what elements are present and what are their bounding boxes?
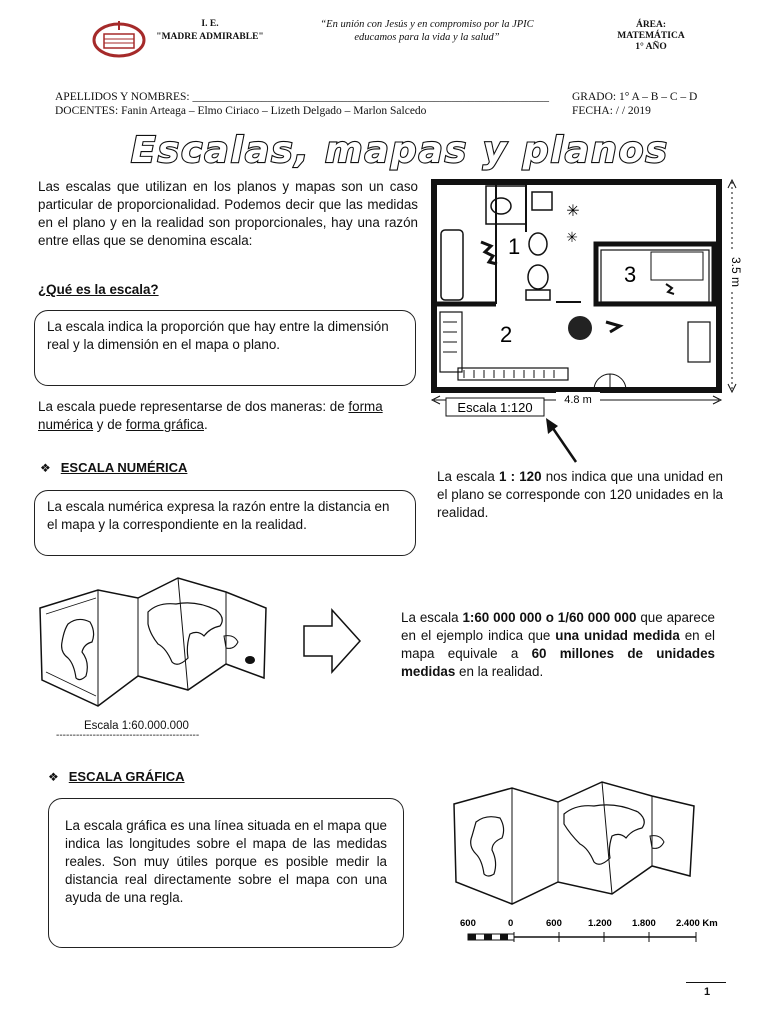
title-text: Escalas, mapas y planos	[131, 130, 669, 171]
graphic-heading: ESCALA GRÁFICA	[68, 769, 185, 784]
diamond-bullet-icon: ❖	[40, 460, 51, 475]
map-explanation-text-3: en el mapa equivale a	[401, 628, 716, 661]
height-dimension-label: 3.5 m	[729, 256, 743, 288]
definition-box	[34, 310, 416, 386]
floor-plan	[426, 172, 756, 417]
date-line: FECHA: / / 2019	[572, 105, 651, 117]
numeric-heading: ESCALA NUMÉRICA	[60, 460, 188, 475]
map-explanation-bold-3: 60 millones de unidades medidas	[401, 646, 715, 679]
scale-tick-label: 1.800	[632, 918, 656, 929]
svg-text:✳: ✳	[566, 230, 578, 246]
ways-middle: y de	[93, 417, 126, 432]
ways-suffix: .	[203, 417, 208, 432]
school-name-block	[150, 18, 270, 44]
footer-rule	[686, 982, 726, 983]
graphic-definition: La escala gráfica es una línea situada en el mapa que indica las longitudes sobre el mapa de las medidas reales. Son muy útiles porque es posible medir la distancia real directamente sobre el mapa con una ayuda de una regla.	[65, 818, 387, 905]
scale-tick-label: 1.200	[588, 918, 612, 929]
room-number-1: 1	[508, 234, 521, 259]
numeric-definition: La escala numérica expresa la razón entre la distancia en el mapa y la correspondiente en la realidad.	[47, 499, 390, 532]
school-logo	[90, 18, 148, 60]
area-block	[596, 20, 706, 53]
teachers-line: DOCENTES: Fanin Arteaga – Elmo Ciriaco – Lizeth Delgado – Marlon Salcedo	[55, 105, 427, 117]
page-title	[130, 124, 670, 174]
folded-world-map-2	[452, 776, 698, 912]
intro-paragraph: Las escalas que utilizan en los planos y mapas son un caso particular de proporcionalidad. Podemos decir que las medidas en el plano y en la realidad son proporcionales, hay una razón entre ellas que se denomina escala:	[38, 179, 418, 248]
definition-text: La escala indica la proporción que hay entre la dimensión real y la dimensión en el mapa o plano.	[47, 319, 389, 352]
plan-explanation-text-2: nos indica que una unidad en el plano se corresponde con 120 unidades en la realidad.	[437, 469, 723, 520]
grade-year: 1° AÑO	[635, 42, 667, 52]
map-explanation	[401, 609, 715, 681]
scale-tick-label: 600	[546, 918, 562, 929]
room-number-3: 3	[624, 262, 637, 287]
right-arrow-icon	[302, 608, 362, 674]
ways-paragraph	[38, 398, 418, 434]
pointer-arrow-icon	[540, 416, 590, 466]
map1-dashed-line: -------------------------------------------	[56, 730, 200, 741]
motto-line-2: educamos para la vida y la salud”	[354, 32, 500, 43]
width-dimension-label: 4.8 m	[564, 394, 592, 406]
motto-line-1: “En unión con Jesús y en compromiso por la JPIC	[320, 19, 534, 30]
scale-tick-label: 0	[508, 918, 514, 929]
ways-graphic: forma gráfica	[125, 417, 204, 432]
scale-tick-label: 600	[460, 918, 476, 929]
plan-scale-label: Escala 1:120	[457, 400, 533, 415]
graphic-scale-bar	[456, 912, 718, 946]
map-explanation-text-1: La escala	[401, 610, 463, 625]
area-label: ÁREA:	[635, 20, 667, 30]
svg-text:✳: ✳	[566, 201, 580, 220]
plan-explanation	[437, 468, 723, 522]
diamond-bullet-icon: ❖	[48, 769, 59, 784]
motto	[282, 18, 572, 44]
plan-explanation-text-1: La escala	[437, 469, 499, 484]
grade-line: GRADO: 1° A – B – C – D	[572, 91, 698, 103]
numeric-heading-row	[40, 460, 187, 475]
numeric-definition-box	[34, 490, 416, 556]
map-explanation-bold-2: una unidad medida	[555, 628, 680, 643]
name-line: APELLIDOS Y NOMBRES: ______________________________________________________________	[55, 91, 549, 103]
folded-world-map	[38, 568, 270, 718]
map-explanation-text-4: en la realidad.	[455, 664, 544, 679]
map1-scale-caption: Escala 1:60.000.000	[84, 720, 189, 732]
question-heading: ¿Qué es la escala?	[38, 282, 159, 297]
map-scale-value: 1:60 000 000 o 1/60 000 000	[462, 610, 637, 625]
map-explanation-text-2: que aparece en el ejemplo indica que	[401, 610, 715, 643]
area-value: MATEMÁTICA	[617, 31, 685, 41]
scale-tick-label: 2.400 Km	[676, 918, 718, 929]
plan-scale-value: 1 : 120	[498, 469, 542, 484]
page-number: 1	[704, 986, 711, 998]
ways-numeric: forma numérica	[38, 399, 383, 432]
graphic-definition-box	[48, 798, 404, 948]
ways-prefix: La escala puede representarse de dos maneras: de	[38, 399, 349, 414]
school-ie: I. E.	[201, 19, 219, 29]
school-name: "MADRE ADMIRABLE"	[156, 32, 264, 42]
graphic-heading-row	[48, 769, 185, 784]
room-number-2: 2	[500, 322, 513, 347]
